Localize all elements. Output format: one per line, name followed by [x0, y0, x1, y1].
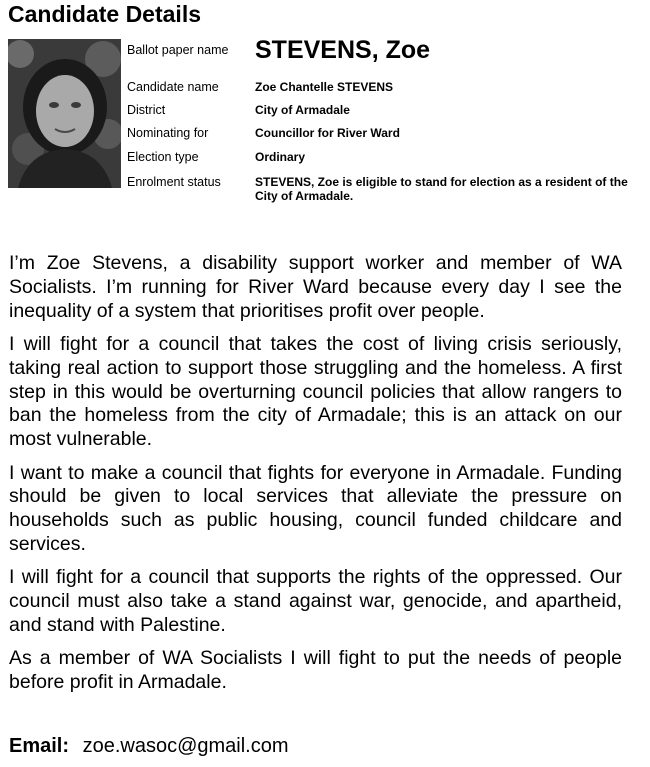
detail-row-election-type: [127, 150, 305, 164]
detail-row-district: [127, 103, 350, 117]
statement-paragraph: I want to make a council that fights for everyone in Armadale. Funding should be given to local services that alleviate the pressure on households such as public housing, council funded childcare and services.: [9, 461, 622, 555]
detail-label: Nominating for: [127, 126, 209, 140]
page-title: Candidate Details: [8, 1, 201, 27]
statement-paragraph: As a member of WA Socialists I will fight to put the needs of people before profit in Armadale.: [9, 647, 622, 694]
detail-label: Election type: [127, 150, 199, 164]
statement-paragraph: I’m Zoe Stevens, a disability support worker and member of WA Socialists. I’m running for River Ward because every day I see the inequality of a system that prioritises profit over people.: [9, 252, 622, 322]
ballot-name-label: Ballot paper name: [127, 43, 229, 57]
detail-label: Enrolment status: [127, 175, 221, 189]
detail-value: STEVENS, Zoe is eligible to stand for election as a resident of the City of Armadale.: [255, 175, 628, 203]
ballot-name-value: STEVENS, Zoe: [255, 36, 431, 64]
detail-label: District: [127, 103, 166, 117]
detail-row-enrolment-status: [127, 175, 647, 203]
contact-email: [9, 735, 289, 758]
candidate-statement: [9, 252, 622, 705]
detail-value: Ordinary: [255, 150, 306, 164]
detail-label: Candidate name: [127, 80, 219, 94]
detail-value: City of Armadale: [255, 103, 350, 117]
statement-paragraph: I will fight for a council that supports the rights of the oppressed. Our council must also take a stand against war, genocide, and apartheid, and stand with Palestine.: [9, 566, 622, 636]
detail-row-candidate-name: [127, 80, 393, 94]
detail-row-nominating-for: [127, 126, 400, 140]
statement-paragraph: I will fight for a council that takes the cost of living crisis seriously, taking real action to support those struggling and the homeless. A first step in this would be overturning council policies that allow rangers to ban the homeless from the city of Armadale; this is an attack on our most vulnerable.: [9, 332, 622, 451]
email-label: Email:: [9, 735, 70, 757]
detail-value: Councillor for River Ward: [255, 126, 400, 140]
detail-value: Zoe Chantelle STEVENS: [255, 80, 394, 94]
candidate-photo: [8, 39, 121, 188]
email-address[interactable]: zoe.wasoc@gmail.com: [82, 735, 289, 757]
